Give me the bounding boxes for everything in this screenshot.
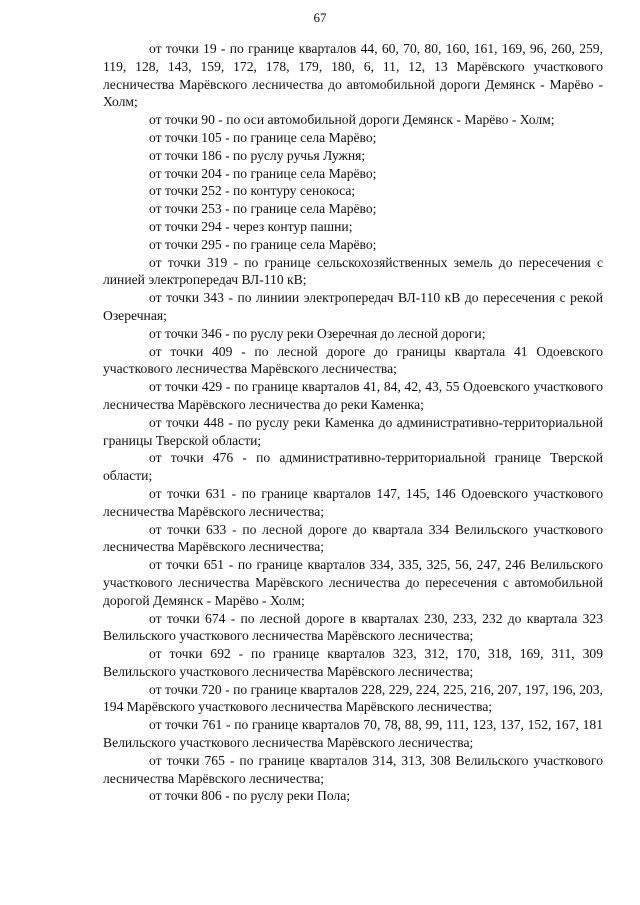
paragraph: от точки 253 - по границе села Марёво; — [149, 201, 377, 217]
document-body — [103, 40, 603, 805]
paragraph: от точки 346 - по руслу реки Озеречная до лесной дороги; — [149, 325, 486, 341]
paragraph: от точки 692 - по границе кварталов 323, 312, 170, 318, 169, 311, 309 Велильского участкового лесничества Марёвского лесничества; — [103, 646, 603, 679]
paragraph: от точки 720 - по границе кварталов 228, 229, 224, 225, 216, 207, 197, 196, 203, 194 Марёвского участкового лесничества Марёвского лесничества; — [103, 681, 603, 715]
paragraph: от точки 252 - по контуру сенокоса; — [149, 183, 356, 199]
paragraph: от точки 204 - по границе села Марёво; — [149, 165, 377, 181]
paragraph: от точки 448 - по руслу реки Каменка до административно-территориальной границы Тверской области; — [103, 414, 603, 448]
paragraph: от точки 761 - по границе кварталов 70, 78, 88, 99, 111, 123, 137, 152, 167, 181 Велильского участкового лесничества Марёвского лесничества; — [103, 717, 603, 751]
paragraph: от точки 409 - по лесной дороге до границы квартала 41 Одоевского участкового лесничества Марёвского лесничества; — [103, 343, 603, 377]
paragraph: от точки 631 - по границе кварталов 147, 145, 146 Одоевского участкового лесничества Марёвского лесничества; — [103, 485, 603, 519]
paragraph: от точки 633 - по лесной дороге до квартала 334 Велильского участкового лесничества Марёвского лесничества; — [103, 521, 603, 555]
paragraph: от точки 343 - по линиии электропередач ВЛ-110 кВ до пересечения с рекой Озеречная; — [103, 290, 603, 323]
paragraph: от точки 476 - по административно-территориальной границе Тверской области; — [103, 450, 603, 484]
paragraph: от точки 90 - по оси автомобильной дороги Демянск - Марёво - Холм; — [149, 112, 555, 128]
paragraph: от точки 651 - по границе кварталов 334, 335, 325, 56, 247, 246 Велильского участкового лесничества Марёвского лесничества до пересечения с автомобильной дорогой Демянск - Марёво - Холм; — [103, 557, 603, 608]
paragraph: от точки 294 - через контур пашни; — [149, 218, 353, 234]
paragraph: от точки 429 - по границе кварталов 41, 84, 42, 43, 55 Одоевского участкового лесничества Марёвского лесничества до реки Каменка; — [103, 379, 603, 412]
page-number: 67 — [313, 10, 327, 25]
paragraph: от точки 806 - по руслу реки Пола; — [149, 788, 351, 804]
paragraph: от точки 295 - по границе села Марёво; — [149, 236, 377, 252]
paragraph: от точки 19 - по границе кварталов 44, 60, 70, 80, 160, 161, 169, 96, 260, 259, 119, 128, 143, 159, 172, 178, 179, 180, 6, 11, 12, 13 Марёвского участкового лесничества Марёвского лесничества до автомобильной дороги Демянск - Марёво - Холм; — [103, 41, 603, 110]
paragraph: от точки 105 - по границе села Марёво; — [149, 129, 377, 145]
paragraph: от точки 765 - по границе кварталов 314, 313, 308 Велильского участкового лесничества Марёвского лесничества; — [103, 752, 603, 786]
paragraph: от точки 186 - по руслу ручья Лужня; — [149, 147, 366, 163]
paragraph: от точки 319 - по границе сельскохозяйственных земель до пересечения с линией электропередач ВЛ-110 кВ; — [103, 254, 603, 288]
paragraph: от точки 674 - по лесной дороге в кварталах 230, 233, 232 до квартала 323 Велильского участкового лесничества Марёвского лесничества; — [103, 610, 603, 644]
